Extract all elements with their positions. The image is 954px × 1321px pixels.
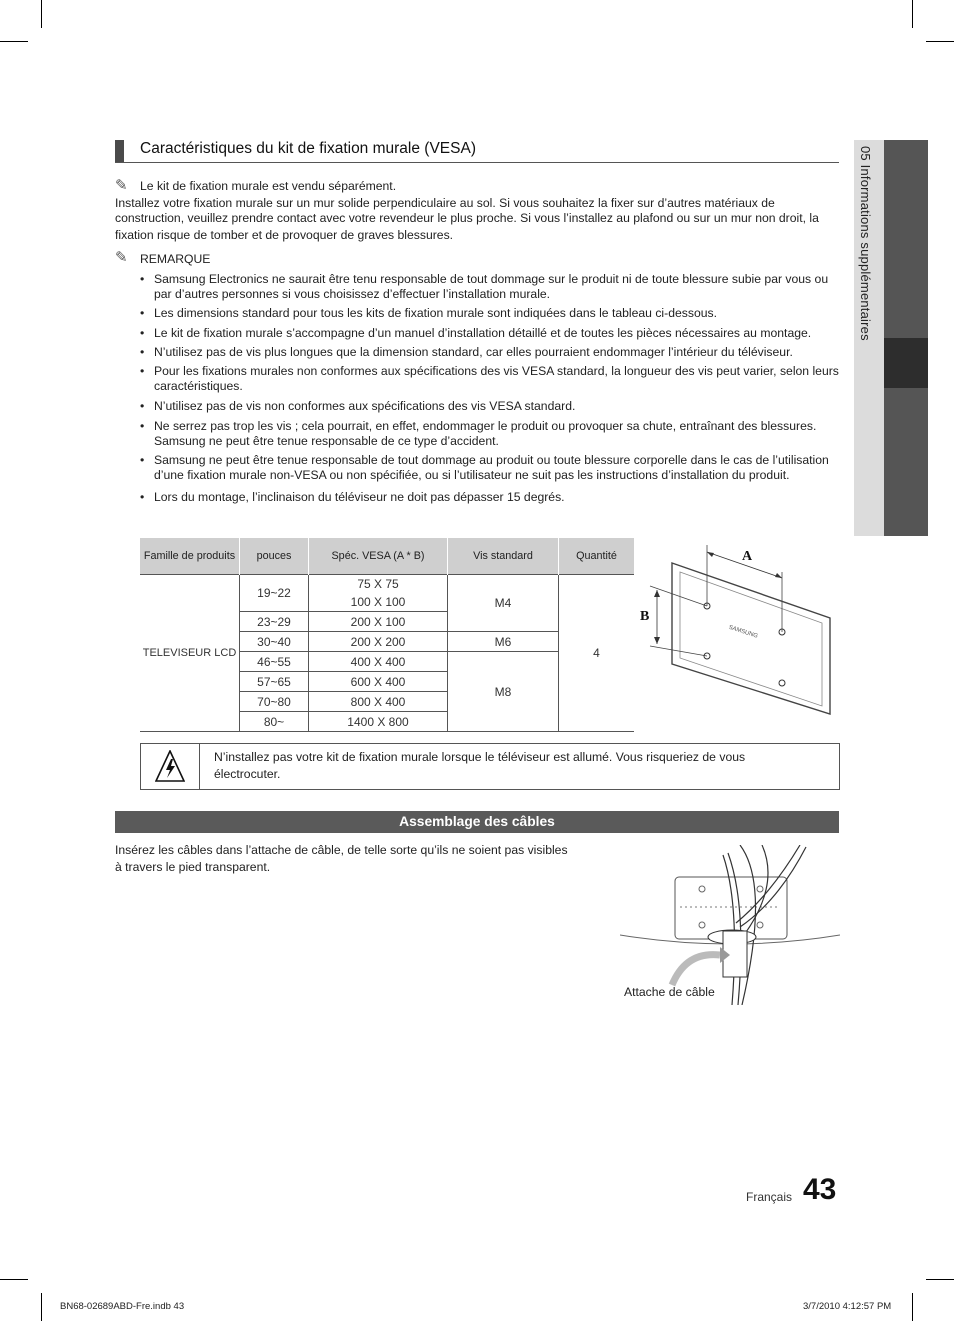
remark-list: [140, 272, 840, 505]
cable-text-line: à travers le pied transparent.: [115, 860, 271, 874]
table-cell: 75 X 75: [309, 575, 448, 594]
list-item: • Lors du montage, l’inclinaison du téléviseur ne doit pas dépasser 15 degrés.: [140, 490, 840, 505]
table-header: Vis standard: [448, 538, 559, 575]
intro-line: construction, veuillez prendre contact avec votre revendeur le plus proche. Si vous l’installez au plafond ou sur un mur non droit, la: [115, 211, 819, 225]
table-cell: 200 X 200: [309, 632, 448, 652]
subsection-title: Assemblage des câbles: [115, 811, 839, 833]
crop-mark: [926, 41, 954, 42]
list-item: • N’utilisez pas de vis plus longues que la dimension standard, car elles pourraient endommager l’intérieur du téléviseur.: [140, 345, 840, 360]
footer-date: 3/7/2010 4:12:57 PM: [803, 1301, 892, 1312]
table-cell: 30~40: [240, 632, 309, 652]
dimension-a-label: A: [742, 549, 753, 564]
page-number: 43: [803, 1173, 837, 1206]
intro-line: Installez votre fixation murale sur un mur solide perpendiculaire au sol. Si vous souhaitez la fixer sur d’autres matériaux de: [115, 196, 775, 210]
table-cell: 4: [559, 575, 635, 732]
table-header: pouces: [240, 538, 309, 575]
table-header: Quantité: [559, 538, 635, 575]
table-cell: 200 X 100: [309, 612, 448, 632]
table-cell: 80~: [240, 712, 309, 732]
side-tab-label: 05 Informations supplémentaires: [858, 146, 873, 341]
warning-divider: [199, 743, 200, 790]
tv-back-diagram: [632, 538, 842, 723]
crop-mark: [0, 1279, 28, 1280]
table-header: Famille de produits: [140, 538, 240, 575]
warning-line: N’installez pas votre kit de fixation murale lorsque le téléviseur est allumé. Vous risqueriez de vous: [214, 750, 746, 764]
warning-line: électrocuter.: [214, 767, 281, 781]
list-item: • Pour les fixations murales non conformes aux spécifications des vis VESA standard, la longueur des vis peut varier, selon leurs caractéristiques.: [140, 364, 840, 394]
table-cell: M4: [448, 575, 559, 632]
table-cell: 800 X 400: [309, 692, 448, 712]
section-rule: [115, 162, 839, 163]
cable-holder-diagram: [620, 845, 840, 1005]
list-item: • Samsung ne peut être tenue responsable de tout dommage au produit ou toute blessure corporelle dans le cas de l’utilisation d’une fixation murale non-VESA ou non spécifiée, ou si l’utilisateur ne suit pas les instructions d’installation du produit.: [140, 453, 840, 483]
remark-label: REMARQUE: [140, 252, 211, 266]
table-cell-family: TELEVISEUR LCD: [140, 575, 240, 732]
cable-text-line: Insérez les câbles dans l’attache de câble, de telle sorte qu’ils ne soient pas visibles: [115, 843, 568, 857]
list-item: • Ne serrez pas trop les vis ; cela pourrait, en effet, endommager le produit ou provoquer sa chute, entraînant des blessures. Samsung ne peut être tenue responsable de ce type d’accident.: [140, 419, 840, 449]
pencil-icon: ✎: [115, 249, 128, 266]
table-header: Spéc. VESA (A * B): [309, 538, 448, 575]
table-cell: 19~22: [240, 575, 309, 612]
crop-mark: [0, 41, 28, 42]
table-cell: 70~80: [240, 692, 309, 712]
list-item: • Le kit de fixation murale s’accompagne d’un manuel d’installation détaillé et de toutes les pièces nécessaires au montage.: [140, 326, 840, 341]
table-row: [140, 575, 634, 594]
crop-mark: [926, 1279, 954, 1280]
crop-mark: [912, 1293, 913, 1321]
list-item: • Samsung Electronics ne saurait être tenu responsable de tout dommage sur le produit ni de toute blessure subie par vous ou par d’autres personnes si vous choisissez d’effectuer l’installation murale.: [140, 272, 840, 302]
crop-mark: [41, 0, 42, 28]
section-title: Caractéristiques du kit de fixation murale (VESA): [140, 140, 476, 157]
table-cell: 1400 X 800: [309, 712, 448, 732]
table-cell: 100 X 100: [309, 593, 448, 612]
section-marker: [115, 140, 124, 162]
crop-mark: [41, 1293, 42, 1321]
cable-caption: Attache de câble: [624, 985, 715, 999]
dimension-b-label: B: [640, 609, 650, 624]
table-cell: 23~29: [240, 612, 309, 632]
vesa-table: [140, 538, 634, 732]
table-cell: 46~55: [240, 652, 309, 672]
table-cell: M6: [448, 632, 559, 652]
note-line: Le kit de fixation murale est vendu séparément.: [140, 179, 397, 193]
language-label: Français: [746, 1190, 793, 1204]
pencil-icon: ✎: [115, 177, 128, 194]
side-tab-marker: [884, 338, 928, 388]
crop-mark: [912, 0, 913, 28]
list-item: • N’utilisez pas de vis non conformes aux spécifications des vis VESA standard.: [140, 399, 840, 414]
table-cell: M8: [448, 652, 559, 732]
table-cell: 57~65: [240, 672, 309, 692]
electric-hazard-icon: [155, 750, 185, 782]
table-cell: 400 X 400: [309, 652, 448, 672]
footer-file: BN68-02689ABD-Fre.indb 43: [60, 1301, 185, 1312]
brand-logo: SAMSUNG: [727, 624, 759, 640]
intro-line: fixation risque de tomber et de provoquer de graves blessures.: [115, 228, 454, 242]
table-cell: 600 X 400: [309, 672, 448, 692]
list-item: • Les dimensions standard pour tous les kits de fixation murale sont indiquées dans le tableau ci-dessous.: [140, 306, 840, 321]
